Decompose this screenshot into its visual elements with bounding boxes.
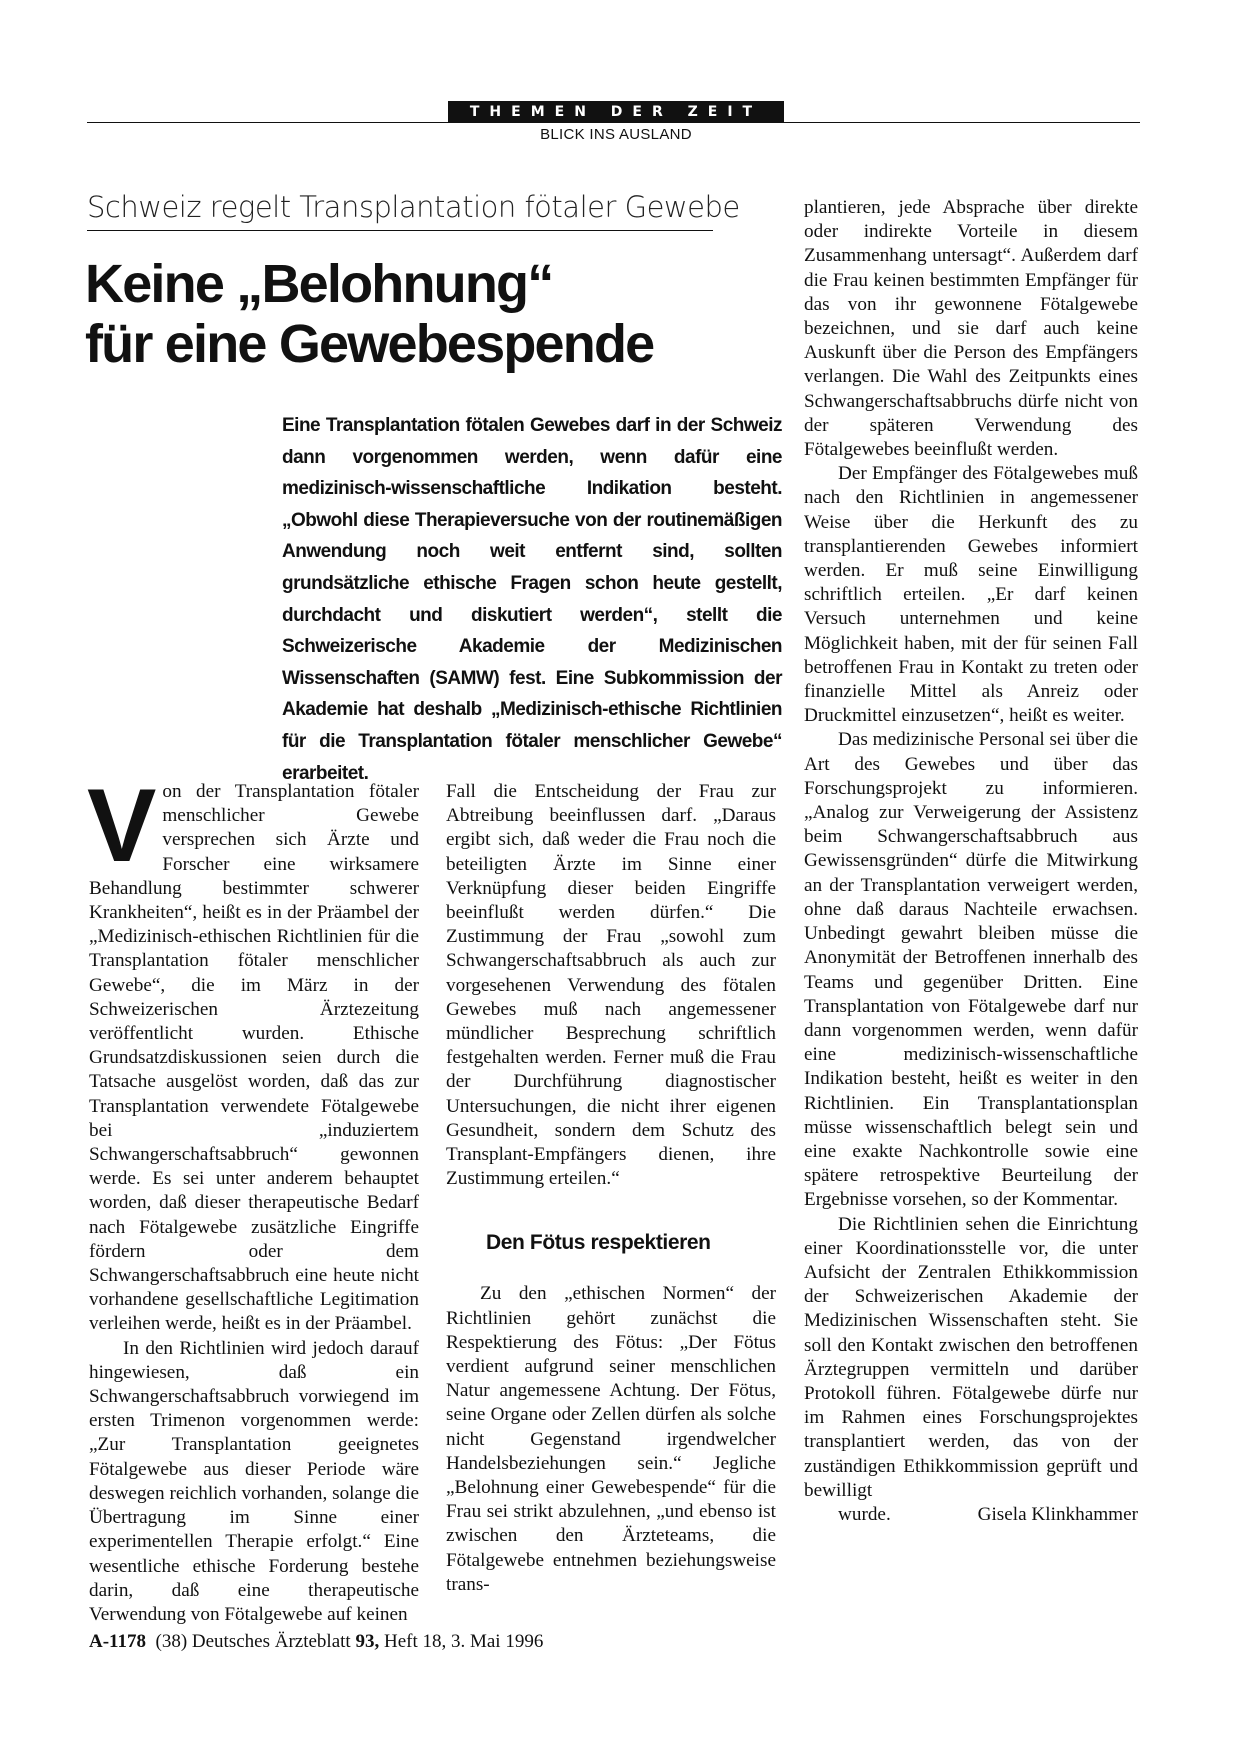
section-label: THEMEN DER ZEIT (448, 101, 784, 123)
author-byline: Gisela Klinkhammer (977, 1503, 1138, 1525)
paragraph: Fall die Entscheidung der Frau zur Abtreibung beeinflussen darf. „Daraus ergibt sich, daß weder die Frau noch die beteiligten Ärzte im Sinne einer Verknüpfung dieser beiden Eingriffe beeinflußt werden dürfen.“ Die Zustimmung der Frau „sowohl zum Schwangerschaftsabbruch als auch zur vorgesehenen Verwendung des fötalen Gewebes muß nach angemessener mündlicher Besprechung schriftlich festgehalten werden. Ferner muß die Frau der Durchführung diagnostischer Untersuchungen, die nicht ihrer eigenen Gesundheit, sondern dem Schutz des Transplant-Empfängers dienen, ihre Zustimmung erteilen.“ (446, 781, 776, 1190)
paragraph: Das medizinische Personal sei über die Art des Gewebes und über das Forschungsprojekt zu informieren. „Analog zur Verweigerung der Assistenz beim Schwangerschaftsabbruch aus Gewissensgründen“ dürfe die Mitwirkung an der Transplantation verweigert werden, ohne daß daraus Nachteile erwachsen. Unbedingt gewahrt bleiben müsse die Anonymität der Betroffenen innerhalb des Teams und gegenüber Dritten. Eine Transplantation von Fötalgewebe darf nur dann vorgenommen werden, wenn dafür eine medizinisch-wissenschaftliche Indikation besteht, heißt es weiter in den Richtlinien. Ein Transplantationsplan müsse wissenschaftlich belegt sein und eine exakte Nachkontrolle sowie eine spätere retrospektive Beurteilung der Ergebnisse vorsehen, so der Kommentar. (804, 729, 1138, 1211)
subheading: Den Fötus respektieren (486, 1231, 711, 1255)
article-kicker: Schweiz regelt Transplantation fötaler Gewebe (87, 190, 713, 231)
article-lead: Eine Transplantation fötalen Gewebes darf in der Schweiz dann vorgenommen werden, wenn dafür eine medizinisch-wissenschaftliche Indikation besteht. „Obwohl diese Therapieversuche von der routinemäßigen Anwendung noch weit entfernt sind, sollten grundsätzliche ethische Fragen schon heute gestellt, durchdacht und diskutiert werden“, stellt die Schweizerische Akademie der Medizinischen Wissenschaften (SAMW) fest. Eine Subkommission der Akademie hat deshalb „Medizinisch-ethische Richtlinien für die Transplantation fötaler menschlicher Gewebe“ erarbeitet. (282, 415, 782, 784)
volume: 93, (355, 1631, 380, 1652)
issue-date: Heft 18, 3. Mai 1996 (383, 1631, 544, 1652)
paragraph: Zu den „ethischen Normen“ der Richtlinien gehört zunächst die Respektierung des Fötus: „Der Fötus verdient aufgrund seiner menschlichen Natur angemessene Achtung. Der Fötus, seine Organe oder Zellen dürfen als solche nicht Gegenstand irgendwelcher Handelsbeziehungen sein.“ Jegliche „Belohnung einer Gewebespende“ für die Frau sei strikt abzulehnen, „und ebenso ist zwischen den Ärzteteams, die Fötalgewebe entnehmen beziehungsweise trans- (446, 1283, 776, 1595)
page-footer (89, 1631, 543, 1653)
byline-line (804, 1503, 1138, 1527)
paragraph: In den Richtlinien wird jedoch darauf hingewiesen, daß ein Schwangerschaftsabbruch vorwiegend im ersten Trimenon vorgenommen werde: „Zur Transplantation geeignetes Fötalgewebe aus dieser Periode wäre deswegen reichlich vorhanden, solange die Übertragung im Sinne einer experimentellen Therapie erfolgt.“ Eine wesentliche ethische Forderung bestehe darin, daß eine therapeutische Verwendung von Fötalgewebe auf keinen (89, 1337, 419, 1625)
paragraph-text: on der Transplantation fötaler menschlicher Gewebe versprechen sich Ärzte und Forscher eine wirksamere Behandlung bestimmter schwerer Krankheiten“, heißt es in der Präambel der „Medizinisch-ethischen Richtlinien für die Transplantation fötaler menschlicher Gewebe“, die im März in der Schweizerischen Ärztezeitung veröffentlicht wurden. Ethische Grundsatzdiskussionen seien durch die Tatsache ausgelöst worden, daß das zur Transplantation verwendete Fötalgewebe bei „induziertem Schwangerschaftsabbruch“ gewonnen werde. Es sei unter anderem behauptet worden, daß dieser therapeutische Bedarf nach Fötalgewebe zusätzliche Eingriffe fördern oder dem Schwangerschaftsabbruch eine heute nicht vorhandene gesellschaftliche Legitimation verleihen werde, heißt es in der Präambel. (89, 781, 419, 1335)
paragraph (87, 768, 419, 1337)
article-headline (85, 254, 725, 374)
body-column-2 (446, 780, 776, 1597)
body-column-1 (87, 768, 419, 1627)
paragraph: Der Empfänger des Fötalgewebes muß nach den Richtlinien in angemessener Weise über die Herkunft des zu transplantierenden Gewebes informiert werden. Er muß seine Einwilligung schriftlich erteilen. „Er darf keinen Versuch unternehmen und keine Möglichkeit haben, mit der für seinen Fall betroffenen Frau in Kontakt zu treten oder finanzielle Mittel als Anreiz oder Druckmittel einzusetzen“, heißt es weiter. (804, 463, 1138, 727)
page-number: (38) (155, 1631, 188, 1652)
drop-cap: V (87, 768, 157, 884)
last-word: wurde. (838, 1503, 891, 1525)
journal-name: Deutsches Ärzteblatt (191, 1631, 351, 1652)
subsection-label: BLICK INS AUSLAND (540, 126, 692, 143)
page-code: A-1178 (89, 1631, 146, 1652)
body-column-3 (804, 196, 1138, 1527)
paragraph: plantieren, jede Absprache über direkte oder indirekte Vorteile in diesem Zusammenhang untersagt“. Außerdem darf die Frau keinen bestimmten Empfänger für das von ihr gewonnene Fötalgewebe bezeichnen, und sie darf auch keine Auskunft über die Person des Empfängers verlangen. Die Wahl des Zeitpunkts eines Schwangerschaftsabbruchs dürfe nicht von der späteren Verwendung des Fötalgewebes beeinflußt werden. (804, 197, 1138, 461)
headline-line-2: für eine Gewebespende (85, 314, 654, 374)
paragraph: Die Richtlinien sehen die Einrichtung einer Koordinationsstelle vor, die unter Aufsicht der Zentralen Ethikkommission der Schweizerischen Akademie der Medizinischen Wissenschaften steht. Sie soll den Kontakt zwischen den betroffenen Ärztegruppen vermitteln und darüber Protokoll führen. Fötalgewebe dürfe nur im Rahmen eines Forschungsprojektes transplantiert werden, das von der zuständigen Ethikkommission geprüft und bewilligt (804, 1213, 1138, 1501)
headline-line-1: Keine „Belohnung“ (85, 254, 553, 314)
